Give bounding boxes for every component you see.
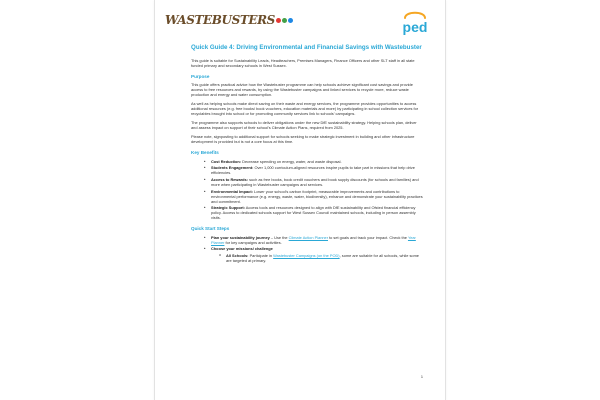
step-text: for key campaigns and activities. bbox=[224, 239, 282, 245]
purpose-paragraph-4: Please note, signposting to additional support for schools seeking to make strategic investment in building and other infrastructure development is provided but is not a core focus at this time. bbox=[191, 134, 415, 145]
logo-dot-icon bbox=[288, 18, 293, 23]
step-text: to set goals and track your impact. Check the bbox=[328, 234, 408, 240]
benefit-label: Environmental Impact: bbox=[211, 188, 253, 194]
document-title: Quick Guide 4: Driving Environmental and Financial Savings with Wastebuster bbox=[191, 44, 422, 51]
benefit-text: Decrease spending on energy, water, and waste disposal. bbox=[241, 158, 342, 164]
sub-step-label: All Schools: bbox=[226, 252, 249, 258]
ped-logo bbox=[395, 8, 435, 36]
benefit-item bbox=[191, 177, 423, 187]
step-text: – Use the bbox=[269, 234, 289, 240]
benefit-label: Students Engagement: bbox=[211, 165, 254, 171]
sub-step-text: Participate in bbox=[248, 252, 274, 258]
logo-dot-icon bbox=[276, 18, 281, 23]
benefit-text: Lower your school's carbon footprint, measurable improvements and contributions to environmental performance (e.g. energy, waste, water, biodiversity), enhance and demonstrate your sustainability practices and commitment. bbox=[211, 188, 423, 204]
benefit-text: such as free books, book credit vouchers and book supply discounts (for schools and families) and more when participating in Wastebuster campaigns and services. bbox=[211, 176, 419, 187]
purpose-paragraph-2: As well as helping schools make direct saving on their waste and energy services, the programme provides opportunities to access additional resources (e.g. free books/ book vouchers, education materials and more) by participating in school collection services for recyclables brought into school or for promoting community services link to schools' campaigns. bbox=[191, 101, 419, 117]
step-item bbox=[191, 235, 423, 245]
purpose-paragraph-1: This guide offers practical advice how the Wastebuster programme can help schools achieve significant cost savings and provide access to free resources and rewards, by using the Wastebuster campaigns and linked services to recycle more, reduce waste production and energy and water consumption. bbox=[191, 82, 413, 98]
key-benefits-list bbox=[191, 159, 423, 220]
wastebuster-logo bbox=[165, 9, 293, 31]
benefit-label: Strategic Support: bbox=[211, 205, 245, 211]
quick-start-list bbox=[191, 235, 423, 263]
step-label: Choose your missions/ challenge bbox=[211, 246, 273, 252]
quick-start-heading: Quick Start Steps bbox=[191, 226, 230, 232]
key-benefits-heading: Key Benefits bbox=[191, 150, 219, 156]
purpose-paragraph-3: The programme also supports schools to deliver obligations under the new DfE sustainability strategy. Helping schools plan, deliver and assess impact on support of their school's Climate Action Plans, required from 2025. bbox=[191, 120, 417, 131]
wastebuster-campaigns-link[interactable]: Wastebuster Campaigns (on the POD) bbox=[273, 252, 340, 258]
benefit-item bbox=[191, 159, 423, 164]
benefit-item bbox=[191, 205, 423, 220]
logo-dot-icon bbox=[282, 18, 287, 23]
page-number: 1 bbox=[420, 375, 423, 379]
benefit-text: Over 1,000 curriculum-aligned resources inspire pupils to take part in missions that help drive efficiencies. bbox=[211, 165, 415, 176]
wastebuster-logo-text: WASTEBUSTERS bbox=[165, 13, 275, 27]
step-item bbox=[191, 246, 423, 251]
purpose-heading: Purpose bbox=[191, 73, 210, 79]
sub-step-text: , some are suitable for all schools, while some are targeted at primary. bbox=[226, 252, 419, 263]
document-body bbox=[191, 44, 423, 265]
benefit-item bbox=[191, 189, 423, 204]
year-planner-link[interactable]: Year Planner bbox=[211, 234, 416, 245]
intro-paragraph: This guide is suitable for Sustainability Leads, Headteachers, Premises Managers, Finance Officers and other SLT staff in all state funded primary and secondary schools in West Sussex. bbox=[191, 57, 415, 68]
benefit-label: Cost Reduction: bbox=[211, 158, 242, 164]
step-label: Plan your sustainability journey bbox=[211, 234, 270, 240]
benefit-text: Access tools and resources designed to align with DfE sustainability and Ofsted financial efficiency policy. Access to dedicated schools support for West Sussex Council maintained schools, including in person assembly visits. bbox=[211, 205, 416, 221]
climate-action-planner-link[interactable]: Climate Action Planner bbox=[288, 234, 328, 240]
sub-step-item bbox=[191, 253, 423, 263]
document-page bbox=[155, 0, 445, 400]
ped-logo-text: ped bbox=[402, 19, 428, 35]
benefit-label: Access to Rewards: bbox=[211, 176, 248, 182]
benefit-item bbox=[191, 165, 423, 175]
